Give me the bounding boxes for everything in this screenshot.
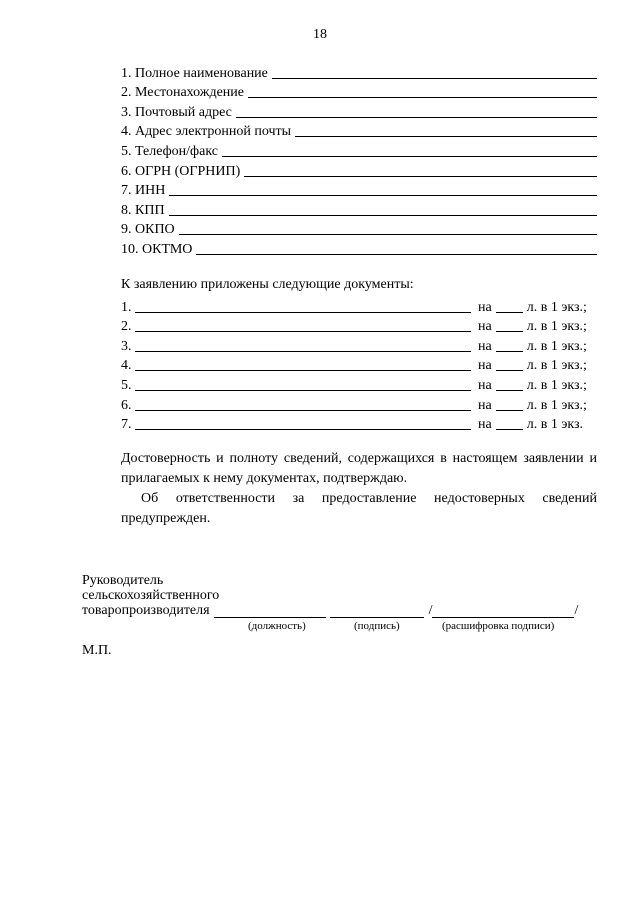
field-email bbox=[121, 121, 597, 141]
field-oktmo bbox=[121, 238, 597, 258]
attachment-title-line[interactable] bbox=[135, 429, 471, 430]
attachment-title-line[interactable] bbox=[135, 370, 471, 371]
attachment-tail: л. в 1 экз.; bbox=[526, 397, 587, 413]
attachment-number: 2. bbox=[121, 319, 132, 335]
field-label: 5. Телефон/факс bbox=[121, 143, 219, 159]
attachment-pages-line[interactable] bbox=[496, 429, 523, 430]
fill-line[interactable] bbox=[179, 233, 597, 235]
attachment-number: 6. bbox=[121, 397, 132, 413]
attachment-pages-line[interactable] bbox=[496, 312, 523, 313]
attachment-na: на bbox=[478, 299, 492, 315]
slash-open: / bbox=[428, 603, 433, 618]
attachment-tail: л. в 1 экз.; bbox=[526, 299, 587, 315]
organization-fields bbox=[121, 62, 597, 258]
field-label: 8. КПП bbox=[121, 202, 165, 218]
fill-line[interactable] bbox=[272, 77, 597, 79]
signer-title-line-3: товаропроизводителя bbox=[82, 603, 210, 618]
field-label: 3. Почтовый адрес bbox=[121, 104, 232, 120]
attachment-tail: л. в 1 экз.; bbox=[526, 377, 587, 393]
fill-line[interactable] bbox=[222, 155, 597, 157]
confirmation-paragraph: Достоверность и полноту сведений, содержащихся в настоящем заявлении и прилагаемых к нему документах, подтверждаю. bbox=[121, 451, 597, 486]
signature-line[interactable] bbox=[330, 605, 424, 618]
attachments-list bbox=[121, 296, 597, 433]
attachment-number: 4. bbox=[121, 358, 132, 374]
attachment-number: 5. bbox=[121, 377, 132, 393]
field-label: 6. ОГРН (ОГРНИП) bbox=[121, 163, 241, 179]
attachment-pages-line[interactable] bbox=[496, 351, 523, 352]
field-kpp bbox=[121, 199, 597, 219]
field-phone-fax bbox=[121, 140, 597, 160]
page-number: 18 bbox=[313, 27, 327, 42]
attachment-number: 7. bbox=[121, 417, 132, 433]
signature-block bbox=[82, 573, 602, 634]
attachment-pages-line[interactable] bbox=[496, 390, 523, 391]
responsibility-paragraph: Об ответственности за предоставление недостоверных сведений предупрежден. bbox=[121, 491, 597, 526]
fill-line[interactable] bbox=[248, 96, 597, 98]
field-postal-address bbox=[121, 101, 597, 121]
field-location bbox=[121, 82, 597, 102]
fill-line[interactable] bbox=[244, 175, 597, 177]
attachment-pages-line[interactable] bbox=[496, 331, 523, 332]
attachment-row bbox=[121, 355, 597, 375]
attachment-na: на bbox=[478, 397, 492, 413]
attachment-title-line[interactable] bbox=[135, 410, 471, 411]
attachment-row bbox=[121, 316, 597, 336]
fill-line[interactable] bbox=[169, 214, 597, 216]
field-ogrn bbox=[121, 160, 597, 180]
attachment-title-line[interactable] bbox=[135, 312, 471, 313]
attachment-row bbox=[121, 414, 597, 434]
attachment-pages-line[interactable] bbox=[496, 410, 523, 411]
attachment-pages-line[interactable] bbox=[496, 370, 523, 371]
attachments-intro: К заявлению приложены следующие документы: bbox=[121, 277, 414, 292]
attachment-title-line[interactable] bbox=[135, 390, 471, 391]
attachment-row bbox=[121, 335, 597, 355]
field-label: 7. ИНН bbox=[121, 183, 166, 199]
fill-line[interactable] bbox=[169, 194, 597, 196]
field-label: 2. Местонахождение bbox=[121, 85, 245, 101]
stamp-place: М.П. bbox=[82, 643, 112, 658]
caption-decoding: (расшифровка подписи) bbox=[442, 620, 555, 632]
attachment-tail: л. в 1 экз. bbox=[526, 417, 583, 433]
attachment-row bbox=[121, 374, 597, 394]
signature-row bbox=[82, 603, 602, 618]
attachment-number: 1. bbox=[121, 299, 132, 315]
fill-line[interactable] bbox=[196, 253, 597, 255]
signature-captions bbox=[82, 618, 602, 634]
field-inn bbox=[121, 180, 597, 200]
slash-close: / bbox=[574, 603, 579, 618]
fill-line[interactable] bbox=[236, 116, 597, 118]
attachment-tail: л. в 1 экз.; bbox=[526, 319, 587, 335]
attachment-number: 3. bbox=[121, 338, 132, 354]
field-label: 4. Адрес электронной почты bbox=[121, 124, 292, 140]
field-label: 10. ОКТМО bbox=[121, 241, 193, 257]
attachment-row bbox=[121, 394, 597, 414]
attachment-na: на bbox=[478, 338, 492, 354]
field-full-name bbox=[121, 62, 597, 82]
caption-signature: (подпись) bbox=[354, 620, 400, 632]
attachment-na: на bbox=[478, 377, 492, 393]
signer-title-line-2: сельскохозяйственного bbox=[82, 588, 220, 603]
signer-title-line-1: Руководитель bbox=[82, 573, 164, 588]
attachment-na: на bbox=[478, 358, 492, 374]
attachment-na: на bbox=[478, 319, 492, 335]
attachment-tail: л. в 1 экз.; bbox=[526, 338, 587, 354]
attachment-tail: л. в 1 экз.; bbox=[526, 358, 587, 374]
attachment-row bbox=[121, 296, 597, 316]
position-line[interactable] bbox=[214, 605, 326, 618]
field-okpo bbox=[121, 219, 597, 239]
caption-position: (должность) bbox=[248, 620, 306, 632]
fill-line[interactable] bbox=[295, 135, 597, 137]
field-label: 1. Полное наименование bbox=[121, 65, 268, 81]
attachment-na: на bbox=[478, 417, 492, 433]
field-label: 9. ОКПО bbox=[121, 222, 175, 238]
attachment-title-line[interactable] bbox=[135, 331, 471, 332]
attachment-title-line[interactable] bbox=[135, 351, 471, 352]
signature-decoding-line[interactable] bbox=[432, 605, 574, 618]
